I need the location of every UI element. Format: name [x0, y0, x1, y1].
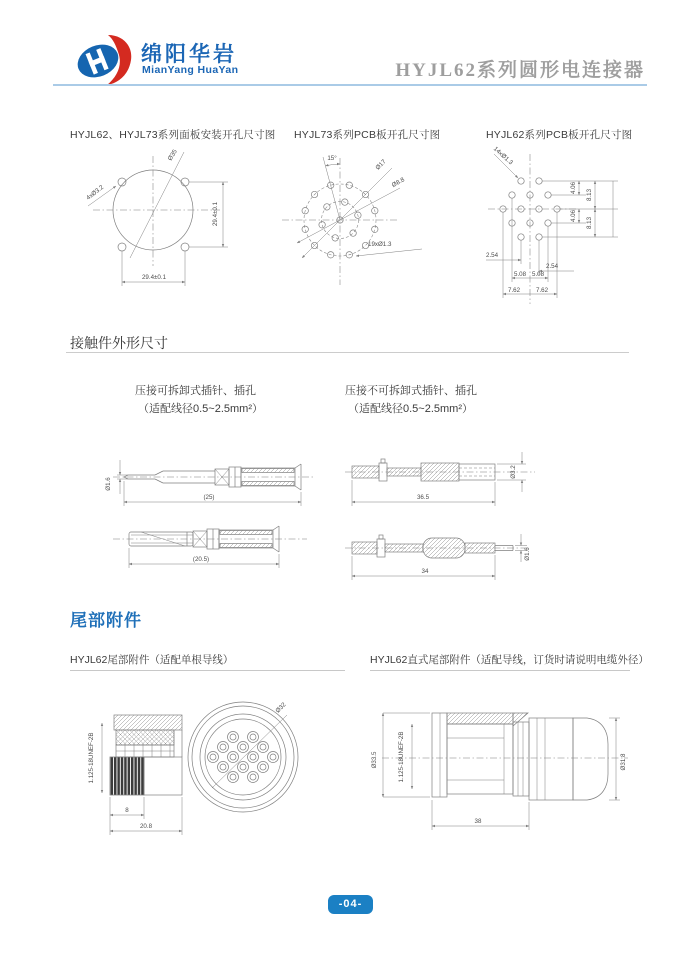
header-rule	[53, 84, 647, 86]
panel-dim-vertical: 29.4±0.1	[212, 201, 219, 227]
contacts-fixed-wire: （适配线径0.5~2.5mm²）	[348, 403, 473, 415]
fixed-pin-dia: Ø3.2	[510, 465, 517, 479]
contacts-rule	[66, 352, 629, 353]
tail-straight-dia-gland: Ø31.8	[620, 753, 627, 771]
pcb62-dim: 8.13	[586, 216, 593, 230]
pcb62-dim: 5.08	[514, 271, 527, 278]
pcb62-dim: 5.08	[532, 271, 545, 278]
contacts-heading: 接触件外形尺寸	[70, 335, 168, 351]
company-name-en: MianYang HuaYan	[142, 64, 239, 76]
pcb62-dim: 4.06	[570, 209, 577, 223]
tail-straight-label: HYJL62直式尾部附件（适配导线，订货时请说明电缆外径）	[370, 654, 649, 666]
removable-socket-drawing	[95, 518, 330, 574]
pcb62-drawing-title: HYJL62系列PCB板开孔尺寸图	[486, 129, 633, 141]
tail-single-wire-rule	[70, 670, 345, 671]
pcb73-outer-dia-label: Ø17	[374, 158, 388, 172]
tail-single-dim-208: 20.8	[139, 823, 153, 830]
pcb62-dim: 7.62	[536, 287, 549, 294]
removable-pin-dia: Ø1.6	[105, 477, 112, 491]
panel-hole-label: 4xØ3.2	[85, 183, 106, 202]
panel-drawing-title: HYJL62、HYJL73系列面板安装开孔尺寸图	[70, 129, 276, 141]
pcb73-angle-label: 15°	[327, 155, 337, 162]
removable-pin-drawing	[95, 448, 330, 512]
pcb73-drawing-title: HYJL73系列PCB板开孔尺寸图	[294, 129, 441, 141]
pcb73-holes-label: 19xØ1.3	[368, 241, 392, 248]
tail-straight-dim-38: 38	[474, 818, 482, 825]
contacts-fixed-title: 压接不可拆卸式插针、插孔	[345, 385, 477, 397]
pcb62-dim: 2.54	[546, 263, 559, 270]
pcb62-dim: 4.06	[570, 181, 577, 195]
contacts-removable-wire: （适配线径0.5~2.5mm²）	[138, 403, 263, 415]
tail-straight-thread: 1.125-18UNEF-2B	[398, 731, 405, 783]
page-number-badge: -04-	[328, 895, 373, 914]
removable-socket-length: (20.5)	[192, 556, 210, 563]
tail-straight-rule	[370, 670, 630, 671]
panel-dim-horizontal: 29.4±0.1	[141, 274, 167, 281]
fixed-socket-dia: Ø1.6	[524, 547, 531, 561]
tail-single-front-dia: Ø32	[274, 701, 288, 715]
pcb62-dim: 7.62	[508, 287, 521, 294]
pcb73-hole-drawing	[272, 140, 457, 325]
tail-single-thread: 1.125-18UNEF-2B	[88, 732, 95, 784]
tail-single-wire-label: HYJL62尾部附件（适配单根导线）	[70, 654, 234, 666]
pcb62-hole-drawing	[482, 142, 647, 320]
company-name-cn: 绵阳华岩	[141, 43, 237, 66]
tail-straight-drawing	[370, 682, 636, 852]
panel-cutout-drawing	[70, 142, 238, 292]
fixed-pin-length: 36.5	[416, 494, 430, 501]
company-logo-icon	[74, 33, 136, 87]
pcb62-holes-label: 14xØ1.3	[491, 145, 515, 167]
pcb62-dim: 2.54	[486, 252, 499, 259]
tail-single-dim-8: 8	[125, 807, 129, 814]
tail-single-wire-drawing	[80, 685, 310, 845]
fixed-socket-length: 34	[421, 568, 429, 575]
tail-heading: 尾部附件	[70, 611, 142, 630]
fixed-socket-drawing	[335, 522, 580, 586]
pcb73-inner-dia-label: Ø8.8	[390, 176, 406, 190]
panel-dia-label: Ø35	[166, 148, 179, 163]
fixed-pin-drawing	[335, 442, 580, 512]
tail-straight-dia-body: Ø33.5	[371, 751, 378, 769]
contacts-removable-title: 压接可拆卸式插针、插孔	[135, 385, 256, 397]
removable-pin-length: (25)	[203, 494, 215, 501]
pcb62-dim: 8.13	[586, 188, 593, 202]
doc-title: HYJL62系列圆形电连接器	[395, 60, 645, 81]
